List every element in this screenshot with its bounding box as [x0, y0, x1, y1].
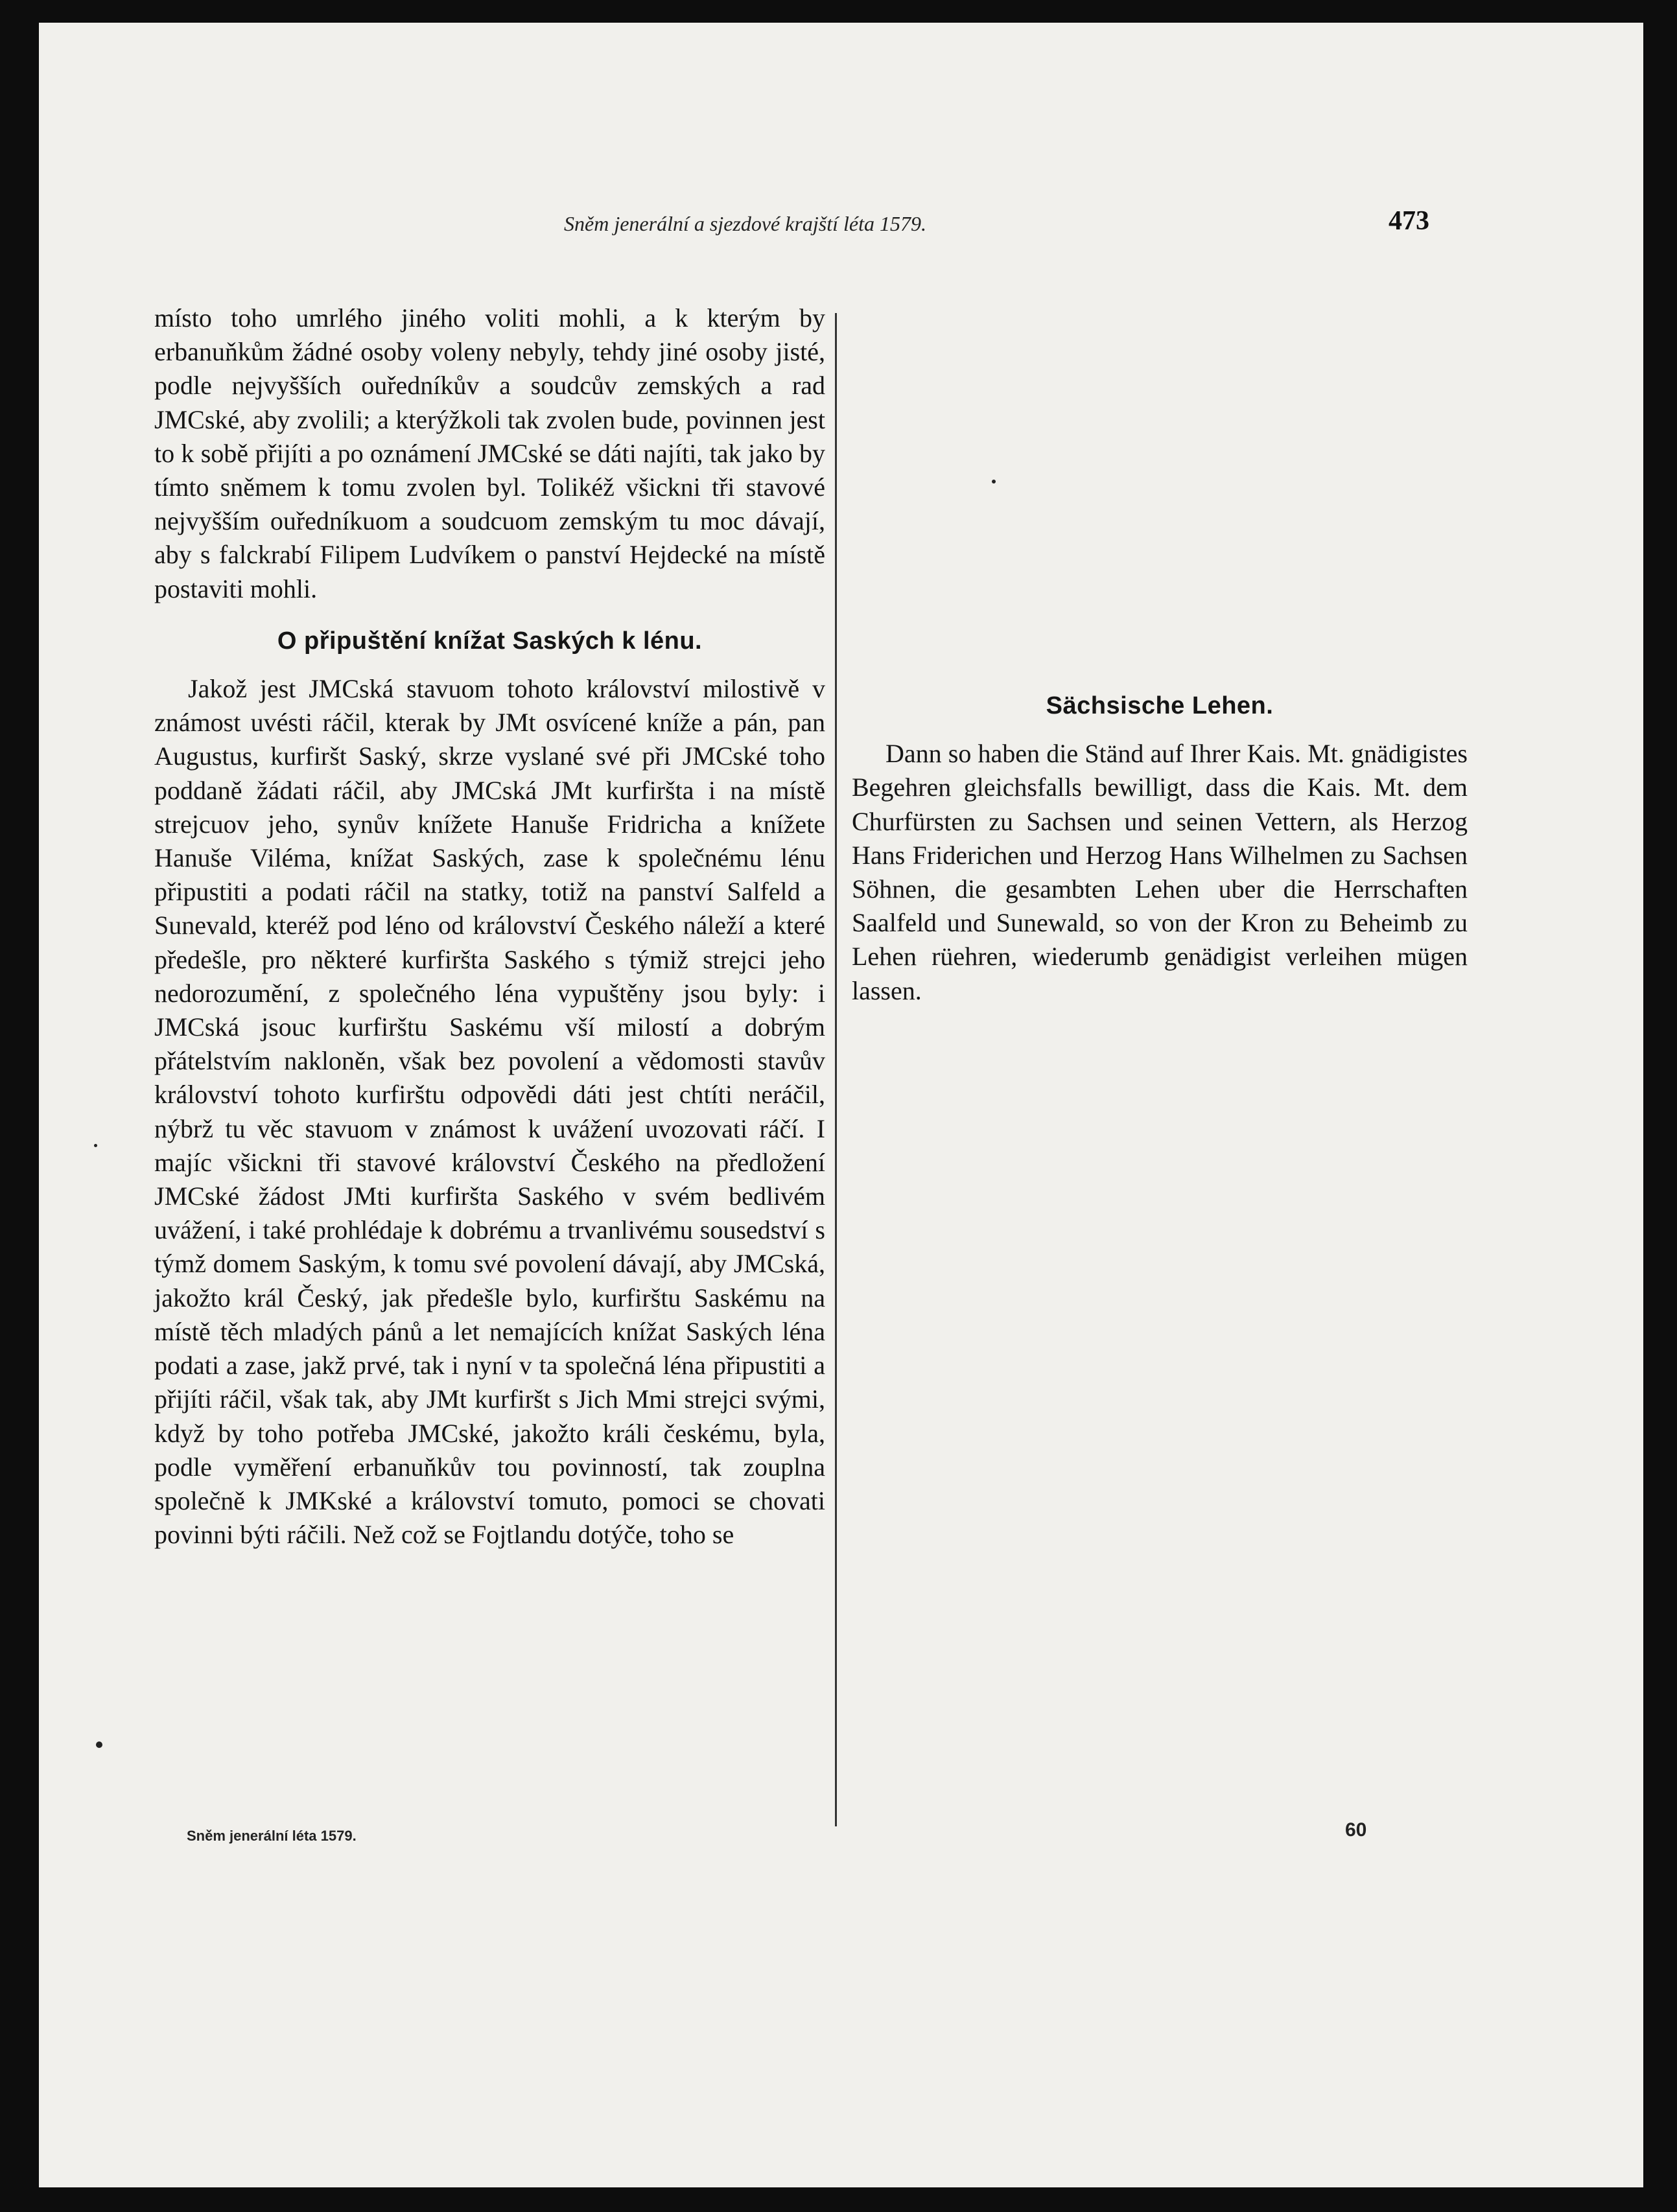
print-speck: [96, 1741, 102, 1748]
right-paragraph-1: Dann so haben die Ständ auf Ihrer Kais. Mt. gnädigistes Begehren gleichsfalls bewilligt, dass die Kais. Mt. dem Churfürsten zu Sachsen und seinen Vettern, als Herzog Hans Friderichen und Herzog Hans Wilhelmen zu Sachsen Söhnen, die gesambten Lehen uber die Herrschaften Saalfeld und Sunewald, so von der Kron zu Beheimb zu Lehen rüehren, wiederumb genädigist verleihen mügen lassen.: [852, 739, 1468, 1005]
left-column-czech: [154, 301, 825, 1552]
left-paragraph-2: Jakož jest JMCská stavuom tohoto království milostivě v známost uvésti ráčil, kterak by JMt osvícené kníže a pán, pan Augustus, kurfiršt Saský, skrze vyslané své při JMCské toho poddaně žádati ráčil, aby JMCská JMt kurfiršta i na místě strejcuov jeho, synův knížete Hanuše Fridricha a knížete Hanuše Viléma, knížat Saských, zase k společnému lénu připustiti a podati ráčil na statky, totiž na panství Salfeld a Sunevald, kteréž pod léno od království Českého náleží a které předešle, pro některé kurfiršta Saského s týmiž strejci jeho nedorozumění, z společného léna vypuštěny jsou byly: i JMCská jsouc kurfirštu Saskému vší milostí a dobrým přátelstvím nakloněn, však bez povolení a vědomosti stavův království tohoto kurfirštu odpovědi dáti jest chtíti neráčil, nýbrž tu věc stavuom v známost k uvážení uvozovati ráčí. I majíc všickni tři stavové království Českého na předložení JMCské žádost JMti kurfiršta Saského v svém bedlivém uvážení, i také prohlédaje k dobrému a trvanlivému sousedství s týmž domem Saským, k tomu své povolení dávají, aby JMCská, jakožto král Český, jak předešle bylo, kurfirštu Saskému na místě těch mladých pánů a let nemajících knížat Saských léna podati a zase, jakž prvé, tak i nyní v ta společná léna připustiti a přijíti ráčil, však tak, aby JMt kurfiršt s Jich Mmi strejci svými, když by toho potřeba JMCské, jakožto králi českému, byla, podle vyměření erbanuňkův tou povinností, tak zouplna společně k JMKské a království tomuto, pomoci se chovati povinni býti ráčili. Než což se Fojtlandu dotýče, toho se: [154, 674, 825, 1550]
column-divider-rule: [835, 313, 837, 1826]
printer-signature-mark: Sněm jenerální léta 1579.: [187, 1828, 357, 1844]
print-speck: [94, 1144, 97, 1147]
left-paragraph-1: místo toho umrlého jiného voliti mohli, a k kterým by erbanuňkům žádné osoby voleny nebyly, tehdy jiné osoby jisté, podle nejvyšších ouředníkův a soudcův zemských a rad JMCské, aby zvolili; a kterýžkoli tak zvolen bude, povinnen jest to k sobě přijíti a po oznámení JMCské se dáti najíti, tak jako by tímto sněmem k tomu zvolen byl. Tolikéž všickni tři stavové nejvyšším ouředníkuom a soudcuom zemským tu moc dávají, aby s falckrabí Filipem Ludvíkem o panství Hejdecké na místě postaviti mohli.: [154, 303, 825, 603]
print-speck: [992, 480, 996, 483]
right-column-german: [852, 301, 1468, 1008]
left-section-heading: O připuštění knížat Saských k lénu.: [277, 627, 703, 655]
right-column-blank-space: [852, 301, 1468, 689]
page-sheet: [39, 23, 1643, 2187]
running-title: Sněm jenerální a sjezdové krajští léta 1579.: [564, 212, 927, 235]
right-section-heading: Sächsische Lehen.: [1046, 692, 1274, 719]
signature-number: 60: [1345, 1819, 1367, 1841]
page-number: 473: [1389, 206, 1429, 236]
